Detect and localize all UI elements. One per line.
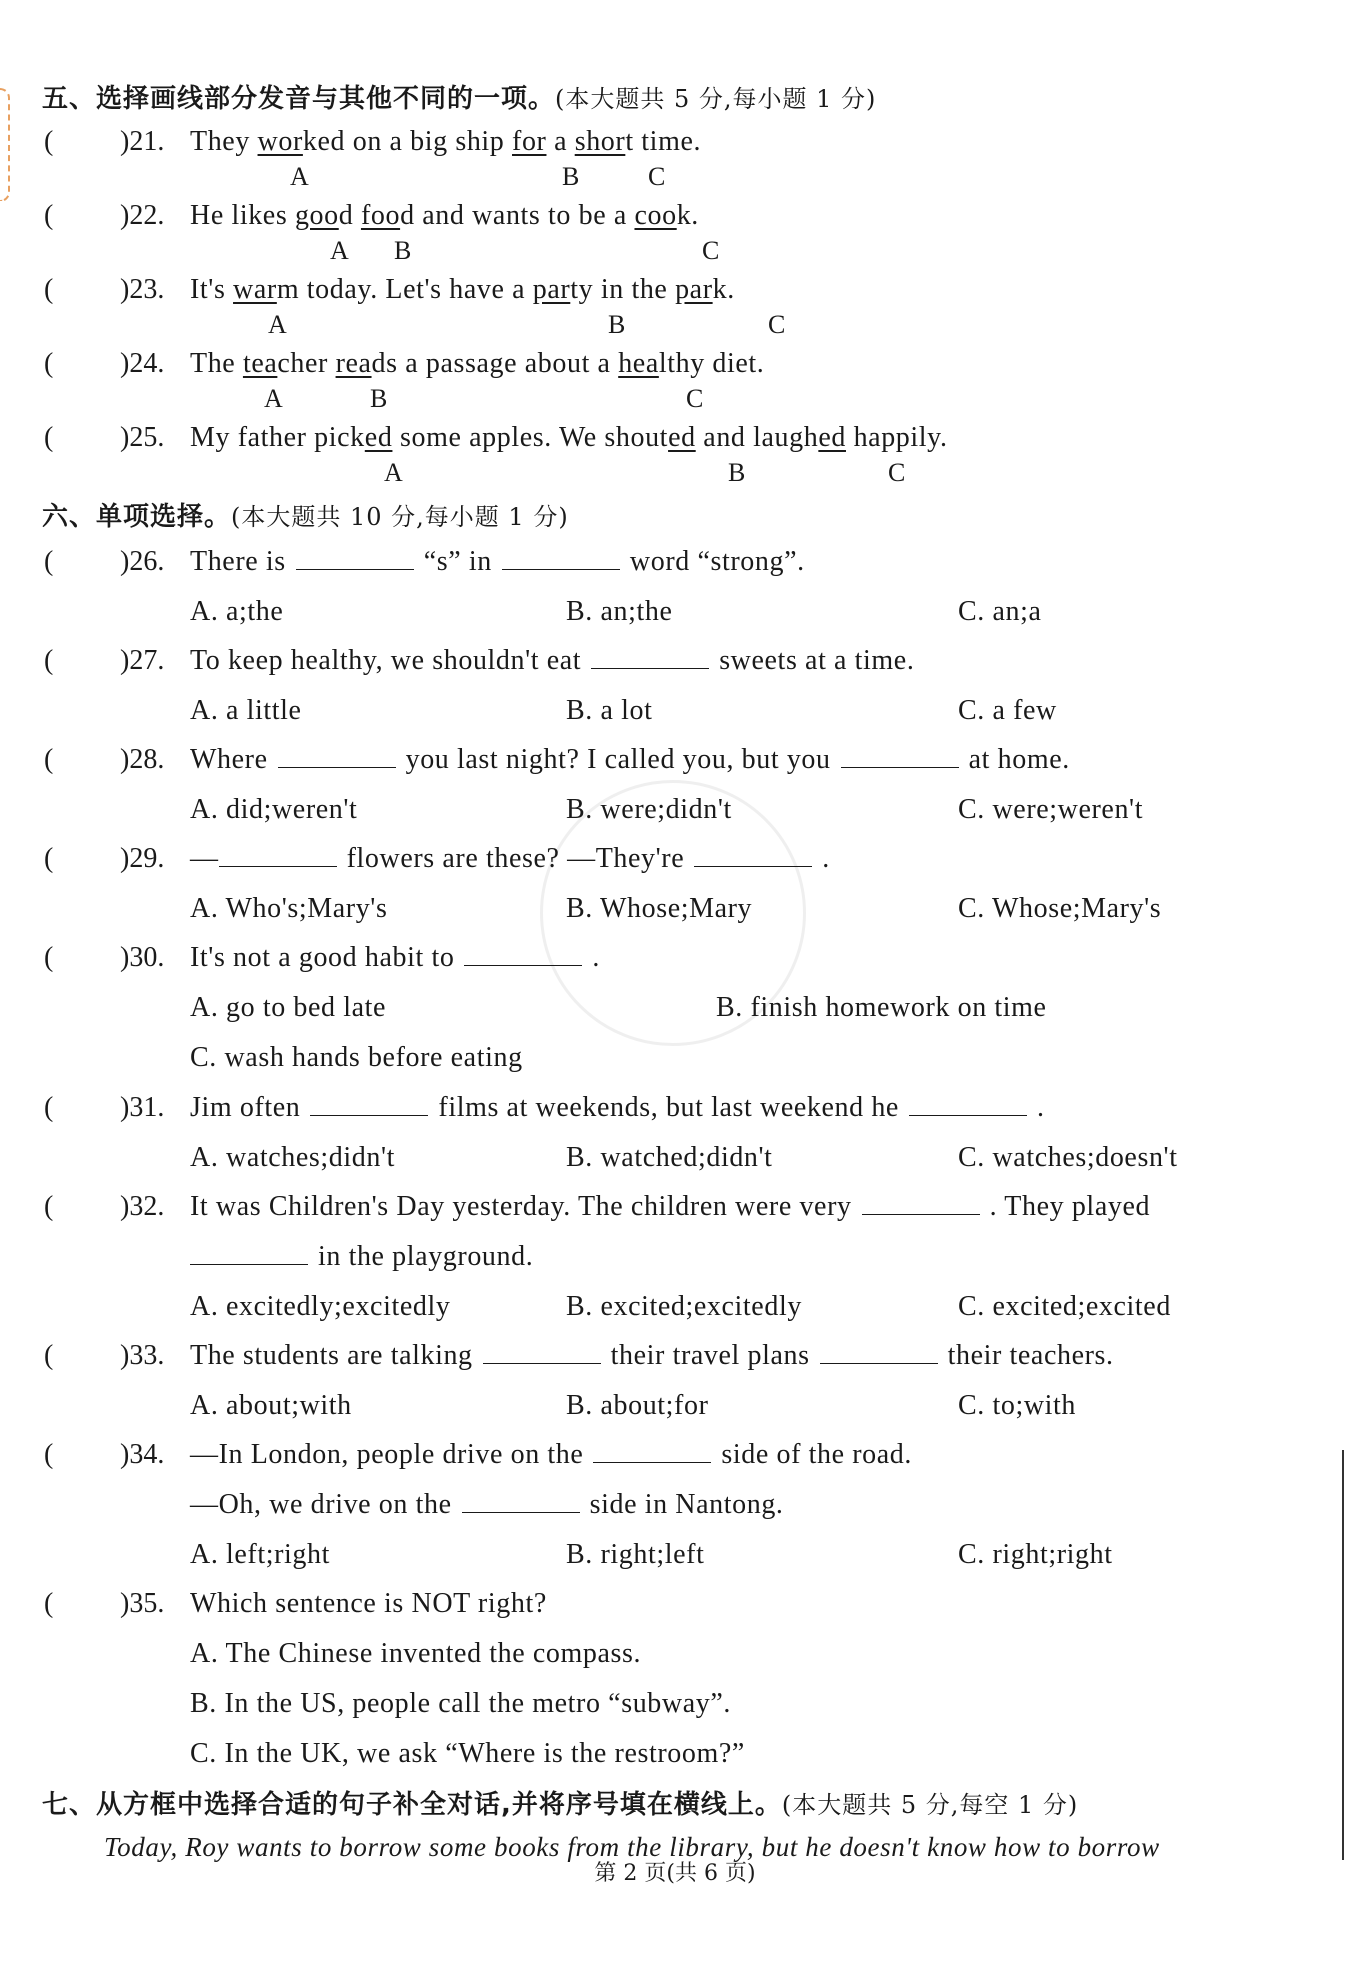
answer-blank[interactable] (464, 964, 582, 966)
answer-blank[interactable] (841, 766, 959, 768)
option-a: A. excitedly;excitedly (190, 1291, 451, 1322)
option-b: B. a lot (566, 695, 653, 726)
option-c: C. were;weren't (958, 794, 1144, 825)
option-c: C. a few (958, 695, 1057, 726)
answer-blank[interactable] (310, 1114, 428, 1116)
answer-blank[interactable] (694, 865, 812, 867)
answer-blank[interactable] (219, 865, 337, 867)
option-c: C. an;a (958, 596, 1042, 627)
option-c: C. right;right (958, 1539, 1113, 1570)
section7-intro: Today, Roy wants to borrow some books from the library, but he doesn't know how to borrow (104, 1832, 1160, 1862)
option-a: A. The Chinese invented the compass. (190, 1638, 642, 1669)
option-b: B. an;the (566, 596, 673, 627)
option-a: A. go to bed late (190, 992, 387, 1023)
answer-blank[interactable] (502, 568, 620, 570)
option-b: B. finish homework on time (716, 992, 1047, 1023)
option-a: A. did;weren't (190, 794, 358, 825)
option-b: B. watched;didn't (566, 1142, 773, 1173)
option-c: C. Whose;Mary's (958, 893, 1162, 924)
answer-blank[interactable] (190, 1263, 308, 1265)
option-b: B. Whose;Mary (566, 893, 753, 924)
option-a: A. left;right (190, 1539, 330, 1570)
option-a: A. a;the (190, 596, 284, 627)
answer-blank[interactable] (296, 568, 414, 570)
option-c: C. excited;excited (958, 1291, 1171, 1322)
option-b: B. In the US, people call the metro “subway”. (190, 1688, 731, 1719)
option-c: C. wash hands before eating (190, 1042, 523, 1073)
answer-blank[interactable] (462, 1511, 580, 1513)
option-b: B. were;didn't (566, 794, 732, 825)
option-a: A. watches;didn't (190, 1142, 395, 1173)
section5-heading: 五、选择画线部分发音与其他不同的一项。(本大题共 5 分,每小题 1 分) (42, 84, 877, 114)
option-b: B. about;for (566, 1390, 709, 1421)
answer-blank[interactable] (483, 1362, 601, 1364)
option-b: B. right;left (566, 1539, 705, 1570)
option-a: A. Who's;Mary's (190, 893, 388, 924)
answer-blank[interactable] (591, 667, 709, 669)
page-footer: 第 2 页(共 6 页) (594, 1861, 756, 1886)
page-edge-bar (1342, 1450, 1350, 1860)
answer-blank[interactable] (593, 1461, 711, 1463)
exam-page: 五、选择画线部分发音与其他不同的一项。(本大题共 5 分,每小题 1 分) ( )21. They worked on a big ship for a short time. A B C ( )22. He likes good food and wants to be a cook. A B C ( )23. It's warm today. Let's have a party in the park. A B C ( )24. The teacher reads a passage about a healthy diet. A B C ( )25. My father picked some apples. We shouted and laughed happily. A B C 六、单项选择。(本大题共 10 分,每小题 1 分) ( )26. There is “s” in word “strong”. A. a;the B. an;the C. an;a ( )27. To keep healthy, we shouldn't eat sweets at a time. A. a little B. a lot C. a few ( )28. Where you last night? I called you, but you at home. A. did;weren't B. were;didn't C. were;weren't ( )29. — flowers are these? —They're . A. Who's;Mary's B. Whose;Mary C. Whose;Mary's ( )30. It's not a good habit to . A. go to bed late B. finish homework on time C. wash hands before eating ( )31. Jim often films at weekends, but last weekend he . A. watches;didn't B. watched;didn't C. watches;doesn't ( )32. It was Children's Day yesterday. The children were very . They played in the playground. A. excitedly;excitedly B. excited;excitedly C. excited;excited ( )33. The students are talking their travel plans their teachers. A. about;with B. about;for C. to;with ( )34. —In London, people drive on the side of the road. —Oh, we drive on the side in Nantong. A. left;right B. right;left C. right;right ( )35. Which sentence is NOT right? A. The Chinese invented the compass. B. In the US, people call the metro “subway”. C. In the UK, we ask “Where is the restroom?” 七、从方框中选择合适的句子补全对话,并将序号填在横线上。(本大题共 5 分,每空 1 分) Today, Roy wants to borrow some books from the library, but he doesn't know how to borrow 第 2 页(共 6 页) (0, 0, 1350, 1975)
option-c: C. watches;doesn't (958, 1142, 1178, 1173)
answer-blank[interactable] (820, 1362, 938, 1364)
section7-heading: 七、从方框中选择合适的句子补全对话,并将序号填在横线上。(本大题共 5 分,每空 1 分) (42, 1790, 1079, 1820)
option-b: B. excited;excitedly (566, 1291, 802, 1322)
option-c: C. In the UK, we ask “Where is the restroom?” (190, 1738, 745, 1769)
option-c: C. to;with (958, 1390, 1077, 1421)
section6-heading: 六、单项选择。(本大题共 10 分,每小题 1 分) (42, 502, 569, 532)
option-a: A. about;with (190, 1390, 352, 1421)
answer-blank[interactable] (278, 766, 396, 768)
option-a: A. a little (190, 695, 302, 726)
binding-mark (0, 88, 10, 202)
answer-blank[interactable] (862, 1213, 980, 1215)
answer-blank[interactable] (909, 1114, 1027, 1116)
